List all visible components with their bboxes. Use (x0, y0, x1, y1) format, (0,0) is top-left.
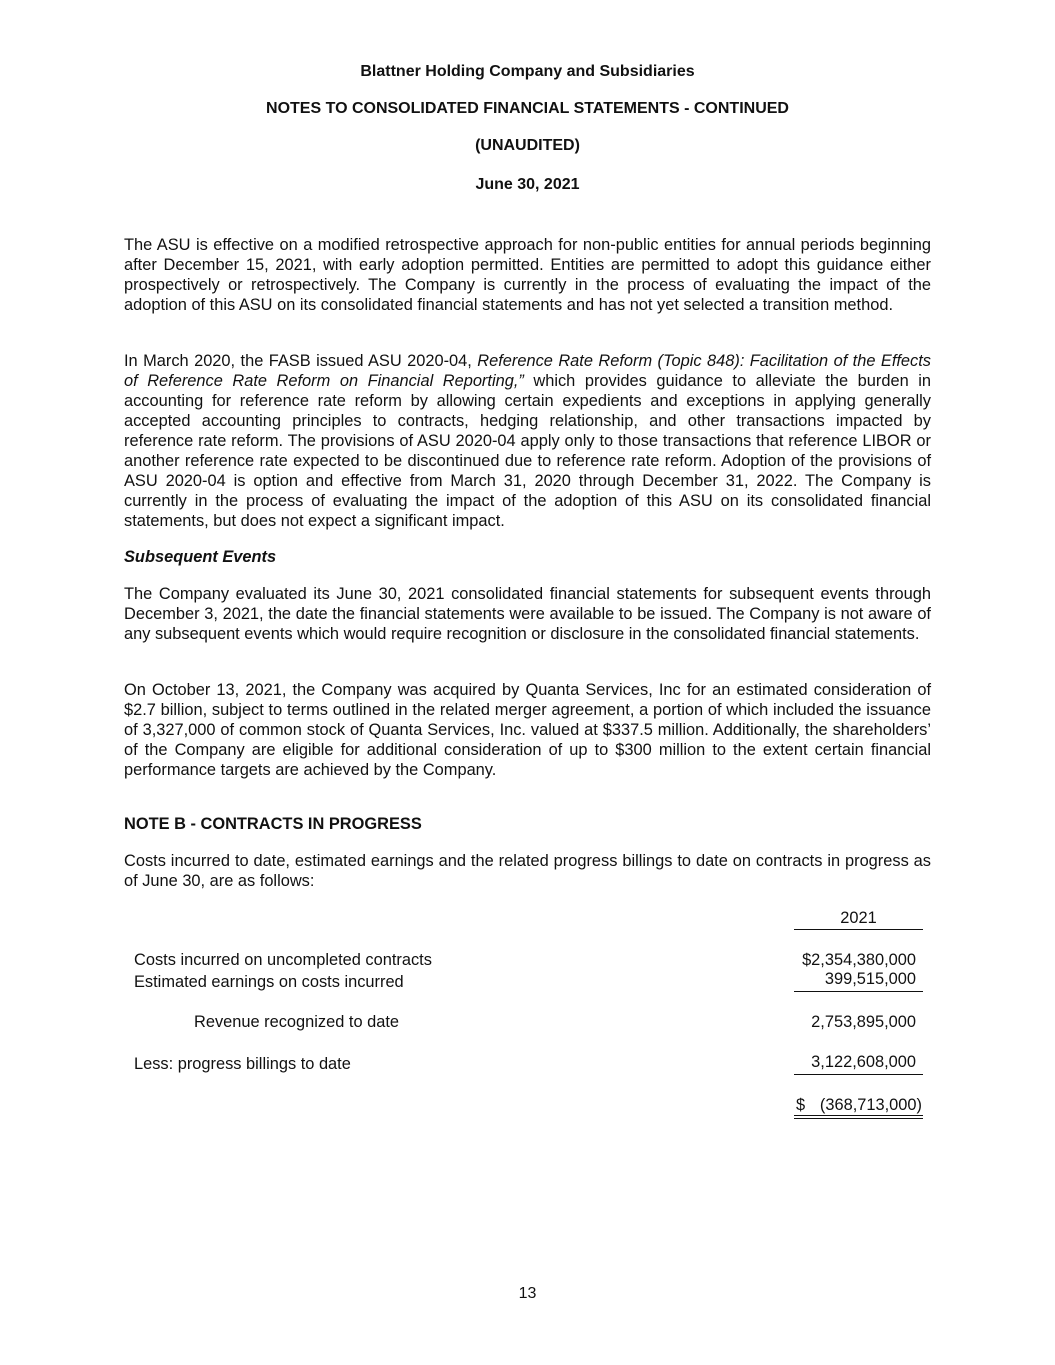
asu-2020-04-intro: In March 2020, the FASB issued ASU 2020-04, (124, 352, 478, 370)
note-b-intro: Costs incurred to date, estimated earnings and the related progress billings to date on contracts in progress as of June 30, are as follows: (124, 852, 931, 890)
company-name: Blattner Holding Company and Subsidiaries (360, 63, 695, 80)
row-value-revenue-recognized: 2,753,895,000 (811, 1013, 916, 1031)
row-label-costs-incurred: Costs incurred on uncompleted contracts (134, 951, 432, 969)
document-title: NOTES TO CONSOLIDATED FINANCIAL STATEMENTS - CONTINUED (266, 100, 789, 117)
asu-2020-04-body: which provides guidance to alleviate the burden in accounting for reference rate reform by allowing certain expedients and exceptions in applying generally accepted accounting principles to contracts, hedging relationship, and other transactions impacted by reference rate reform. The provisions of ASU 2020-04 apply only to those transactions that reference LIBOR or another reference rate expected to be discontinued due to reference rate reform. Adoption of the provisions of ASU 2020-04 is option and effective from March 31, 2020 through December 31, 2022. The Company is currently in the process of evaluating the impact of the adoption of this ASU on its consolidated financial statements, but does not expect a significant impact. (124, 372, 931, 530)
page-number: 13 (518, 1285, 537, 1302)
total-double-rule (794, 1115, 923, 1119)
row-label-revenue-recognized: Revenue recognized to date (194, 1013, 400, 1031)
subsequent-events-paragraph-2: On October 13, 2021, the Company was acquired by Quanta Services, Inc for an estimated consideration of $2.7 billion, subject to terms outlined in the related merger agreement, a portion of which included the issuance of 3,327,000 of common stock of Quanta Services, Inc. valued at $337.5 million. Additionally, the shareholders’ of the Company are eligible for additional consideration of up to $300 million to the extent certain financial performance targets are achieved by the Company. (124, 681, 931, 779)
billings-rule (794, 1074, 923, 1075)
audit-status: (UNAUDITED) (475, 137, 580, 154)
row-value-costs-incurred: $2,354,380,000 (802, 951, 916, 969)
subsequent-events-heading: Subsequent Events (124, 548, 277, 566)
subsequent-events-paragraph-1: The Company evaluated its June 30, 2021 consolidated financial statements for subsequent events through December 3, 2021, the date the financial statements were available to be issued. The Company is not aware of any subsequent events which would require recognition or disclosure in the consolidated financial statements. (124, 585, 931, 643)
asu-2020-04-paragraph (124, 351, 931, 531)
row-label-progress-billings: Less: progress billings to date (134, 1055, 351, 1073)
subtotal-rule (794, 991, 923, 992)
row-value-estimated-earnings: 399,515,000 (824, 970, 916, 988)
total-net-value: (368,713,000) (819, 1096, 922, 1114)
column-header-year: 2021 (794, 908, 923, 930)
row-label-estimated-earnings: Estimated earnings on costs incurred (134, 973, 404, 991)
asu-effective-paragraph: The ASU is effective on a modified retrospective approach for non-public entities for annual periods beginning after December 15, 2021, with early adoption permitted. Entities are permitted to adopt this guidance either prospectively or retrospectively. The Company is currently in the process of evaluating the impact of the adoption of this ASU on its consolidated financial statements and has not yet selected a transition method. (124, 236, 931, 314)
note-b-heading: NOTE B - CONTRACTS IN PROGRESS (124, 815, 422, 833)
asu-2020-04-topic-title: Reference Rate Reform (Topic 848): Facilitation of the Effects of Reference Rate Reform on Financial Reporting,” (124, 352, 931, 390)
statement-date: June 30, 2021 (475, 176, 580, 193)
row-value-progress-billings: 3,122,608,000 (811, 1053, 916, 1071)
total-currency-symbol: $ (796, 1096, 806, 1114)
